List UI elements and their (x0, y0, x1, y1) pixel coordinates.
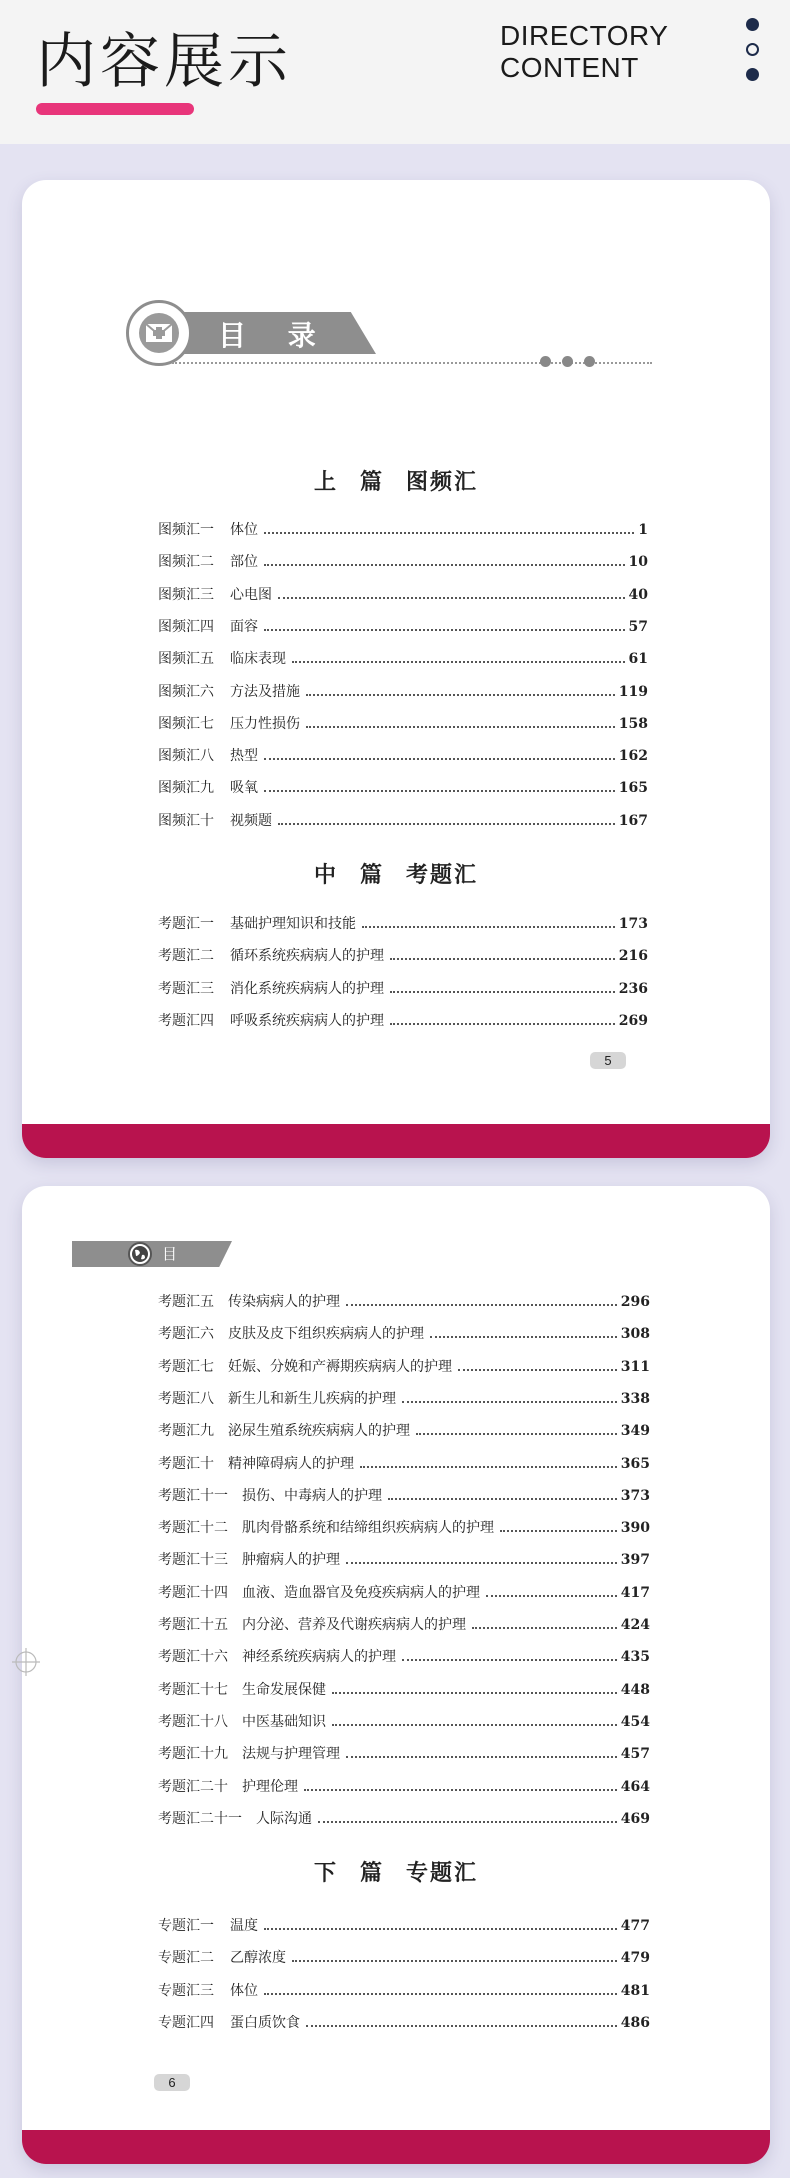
toc-entry-page: 1 (638, 522, 648, 538)
toc-entry-title: 温度 (230, 1918, 258, 1934)
toc-entry-title: 蛋白质饮食 (230, 2014, 300, 2031)
toc-entry-code: 考题汇八 (158, 1390, 214, 1407)
toc-entry (158, 1486, 650, 1506)
toc-entry (158, 552, 648, 572)
toc-entry-code: 图频汇三 (158, 586, 214, 603)
toc-entry-code: 图频汇七 (158, 715, 214, 732)
toc-entry (158, 1981, 650, 2001)
dot-hollow-icon (746, 43, 759, 56)
header (0, 0, 790, 144)
toc-entry-code: 考题汇二十一 (158, 1810, 242, 1827)
dot-filled-icon (746, 18, 759, 31)
title-underline (36, 103, 194, 115)
dot-leader (402, 1659, 617, 1661)
toc-entry-page: 165 (618, 780, 648, 797)
toc-entry-title: 吸氧 (230, 780, 258, 797)
toc-entry-title: 精神障碍病人的护理 (228, 1455, 354, 1472)
dot-leader (332, 1692, 617, 1694)
page-number: 6 (154, 2074, 190, 2091)
toc-entry (158, 778, 648, 798)
dot-leader (264, 1993, 617, 1995)
dot-icon (562, 356, 573, 367)
toc-entry-code: 图频汇八 (158, 748, 214, 765)
toc-entry-page: 236 (618, 980, 648, 997)
dot-leader (306, 2025, 617, 2027)
toc-entry (158, 1647, 650, 1667)
toc-entry (158, 746, 648, 766)
toc-entry-code: 考题汇二十 (158, 1778, 228, 1795)
toc-entry-page: 397 (620, 1552, 650, 1569)
toc-entry-title: 生命发展保健 (242, 1681, 326, 1698)
dot-leader (292, 1960, 617, 1962)
envelope-icon (126, 300, 192, 366)
toc-entry (158, 979, 648, 999)
toc-entry-title: 临床表现 (230, 651, 286, 668)
dot-leader (346, 1304, 617, 1306)
toc-entry-title: 人际沟通 (256, 1810, 312, 1827)
toc-entry-page: 173 (618, 916, 648, 932)
toc-entry-code: 考题汇七 (158, 1358, 214, 1375)
english-subtitle-line1: DIRECTORY (500, 20, 669, 51)
toc-entry-title: 妊娠、分娩和产褥期疾病病人的护理 (228, 1358, 452, 1375)
toc-entry (158, 2013, 650, 2033)
toc-entry-code: 图频汇九 (158, 780, 214, 797)
toc-entry (158, 1421, 650, 1441)
toc-entry (158, 1324, 650, 1344)
page-bottom-bar (22, 1124, 770, 1158)
toc-entry-page: 119 (618, 683, 648, 700)
toc-entry-code: 图频汇十 (158, 812, 214, 829)
toc-entry-title: 新生儿和新生儿疾病的护理 (228, 1390, 396, 1407)
toc-entry (158, 811, 648, 831)
crosshair-icon (12, 1648, 40, 1676)
toc-entry-page: 10 (628, 554, 648, 571)
toc-entry-title: 面容 (230, 618, 258, 635)
dot-leader (278, 823, 615, 825)
dot-leader (390, 1023, 615, 1025)
toc-entry-page: 162 (618, 748, 648, 765)
toc-entry (158, 1777, 650, 1797)
book-page-5 (22, 180, 770, 1158)
page-title: 内容展示 (36, 27, 292, 97)
dot-leader (304, 1789, 617, 1791)
toc-entry-code: 考题汇五 (158, 1294, 214, 1310)
toc-entry-page: 464 (620, 1778, 650, 1795)
toc-entry-title: 体位 (230, 1982, 258, 1999)
toc-entry (158, 1583, 650, 1603)
dot-leader (264, 790, 615, 792)
dot-leader (264, 629, 625, 631)
toc-entry-code: 考题汇二 (158, 948, 214, 965)
toc-entry-code: 考题汇十七 (158, 1681, 228, 1698)
toc-entry-page: 481 (620, 1982, 650, 1999)
toc-entry-title: 压力性损伤 (230, 715, 300, 732)
dot-leader (416, 1433, 617, 1435)
toc-entry-title: 泌尿生殖系统疾病病人的护理 (228, 1423, 410, 1440)
banner-dots (540, 356, 650, 368)
toc-entry-title: 视频题 (230, 812, 272, 829)
toc-entry-code: 考题汇十八 (158, 1713, 228, 1730)
toc-entry-code: 图频汇六 (158, 683, 214, 700)
toc-entry-page: 486 (620, 2014, 650, 2031)
dot-leader (264, 758, 615, 760)
toc-entry-title: 热型 (230, 748, 258, 765)
toc-entry-code: 专题汇三 (158, 1982, 214, 1999)
toc-entry (158, 585, 648, 605)
toc-entry-page: 61 (628, 651, 648, 668)
toc-entry (158, 649, 648, 669)
toc-entry-title: 肌肉骨骼系统和结缔组织疾病病人的护理 (242, 1520, 494, 1537)
english-subtitle-line2: CONTENT (500, 52, 639, 83)
toc-entry (158, 1916, 650, 1936)
toc-entry (158, 1615, 650, 1635)
toc-entry (158, 1292, 650, 1312)
toc-entry-code: 考题汇十五 (158, 1617, 228, 1633)
toc-entry-page: 448 (620, 1681, 650, 1698)
toc-entry-code: 考题汇十 (158, 1455, 214, 1472)
toc-entry-page: 216 (618, 948, 648, 965)
toc-entry (158, 617, 648, 637)
dot-leader (472, 1627, 617, 1629)
toc-entry-code: 图频汇五 (158, 651, 214, 668)
toc-entry-code: 考题汇三 (158, 980, 214, 997)
toc-entry (158, 1712, 650, 1732)
dot-leader (346, 1756, 617, 1758)
toc-entry (158, 1357, 650, 1377)
dot-leader (390, 958, 615, 960)
dot-leader (306, 694, 615, 696)
toc-entry (158, 1389, 650, 1409)
tab-label: 目 录 (162, 1245, 192, 1284)
dot-leader (264, 1928, 617, 1930)
toc-entry-code: 考题汇十三 (158, 1552, 228, 1569)
toc-entry-code: 考题汇六 (158, 1326, 214, 1343)
toc-entry-title: 传染病病人的护理 (228, 1294, 340, 1310)
toc-entry (158, 1744, 650, 1764)
toc-tab (72, 1241, 232, 1284)
toc-entry-page: 469 (620, 1810, 650, 1827)
toc-entry-code: 专题汇四 (158, 2014, 214, 2031)
dot-leader (500, 1530, 617, 1532)
dot-leader (346, 1562, 617, 1564)
toc-entry-title: 呼吸系统疾病病人的护理 (230, 1012, 384, 1029)
toc-entry-title: 体位 (230, 522, 258, 538)
toc-entry-code: 图频汇四 (158, 618, 214, 635)
toc-entry-code: 考题汇十六 (158, 1649, 228, 1666)
dot-leader (306, 726, 615, 728)
toc-entry (158, 714, 648, 734)
toc-entry (158, 1011, 648, 1031)
toc-entry-page: 454 (620, 1713, 650, 1730)
toc-entry-title: 护理伦理 (242, 1778, 298, 1795)
toc-entry-code: 考题汇十四 (158, 1584, 228, 1601)
toc-entry-code: 考题汇十一 (158, 1487, 228, 1504)
dot-leader (292, 661, 625, 663)
toc-entry-code: 专题汇一 (158, 1918, 214, 1934)
toc-entry-page: 311 (620, 1358, 650, 1375)
toc-entry-title: 乙醇浓度 (230, 1950, 286, 1967)
toc-entry (158, 1550, 650, 1570)
toc-entry-title: 方法及措施 (230, 683, 300, 700)
section-title-lower: 下 篇 专题汇 (313, 1860, 479, 1886)
toc-entry-page: 158 (618, 715, 648, 732)
section-title-middle: 中 篇 考题汇 (313, 862, 479, 888)
toc-entry-title: 部位 (230, 554, 258, 571)
toc-entry-page: 167 (618, 812, 648, 829)
toc-entry (158, 1518, 650, 1538)
dot-leader (486, 1595, 617, 1597)
dot-leader (360, 1466, 617, 1468)
toc-entry-code: 图频汇二 (158, 554, 214, 571)
toc-entry-code: 考题汇十九 (158, 1746, 228, 1763)
toc-entry-page: 424 (620, 1617, 650, 1633)
toc-entry-title: 基础护理知识和技能 (230, 916, 356, 932)
toc-entry-code: 考题汇一 (158, 916, 214, 932)
toc-entry-title: 循环系统疾病病人的护理 (230, 948, 384, 965)
dot-leader (332, 1724, 617, 1726)
toc-entry-code: 图频汇一 (158, 522, 214, 538)
dot-leader (430, 1336, 617, 1338)
toc-entry-title: 损伤、中毒病人的护理 (242, 1487, 382, 1504)
dot-leader (458, 1369, 617, 1371)
globe-icon (128, 1242, 152, 1266)
dot-leader (390, 991, 615, 993)
toc-entry-page: 269 (618, 1012, 648, 1029)
toc-entry-page: 390 (620, 1520, 650, 1537)
toc-entry-page: 373 (620, 1487, 650, 1504)
toc-entry-page: 57 (628, 618, 648, 635)
page-bottom-bar (22, 2130, 770, 2164)
toc-entry (158, 1948, 650, 1968)
toc-entry-title: 中医基础知识 (242, 1713, 326, 1730)
dot-leader (402, 1401, 617, 1403)
toc-entry-page: 365 (620, 1455, 650, 1472)
english-subtitle (500, 20, 668, 84)
toc-entry-title: 内分泌、营养及代谢疾病病人的护理 (242, 1617, 466, 1633)
dot-filled-icon (746, 68, 759, 81)
dot-leader (278, 597, 625, 599)
toc-entry-page: 479 (620, 1950, 650, 1967)
toc-entry (158, 1680, 650, 1700)
toc-banner (126, 300, 376, 370)
toc-entry-title: 法规与护理管理 (242, 1746, 340, 1763)
toc-entry-page: 338 (620, 1390, 650, 1407)
dot-icon (540, 356, 551, 367)
toc-entry-title: 肿瘤病人的护理 (242, 1552, 340, 1569)
dot-leader (318, 1821, 617, 1823)
toc-entry (158, 682, 648, 702)
page-number: 5 (590, 1052, 626, 1069)
book-page-6 (22, 1186, 770, 2164)
toc-entry-title: 心电图 (230, 586, 272, 603)
toc-entry-title: 消化系统疾病病人的护理 (230, 980, 384, 997)
toc-entry-code: 专题汇二 (158, 1950, 214, 1967)
section-title-upper: 上 篇 图频汇 (313, 469, 479, 495)
toc-entry-page: 349 (620, 1423, 650, 1440)
toc-entry-title: 神经系统疾病病人的护理 (242, 1649, 396, 1666)
toc-entry-title: 皮肤及皮下组织疾病病人的护理 (228, 1326, 424, 1343)
toc-entry-code: 考题汇九 (158, 1423, 214, 1440)
toc-entry (158, 1454, 650, 1474)
dot-icon (584, 356, 595, 367)
dot-leader (388, 1498, 617, 1500)
dot-leader (264, 532, 634, 534)
toc-entry-page: 417 (620, 1584, 650, 1601)
toc-entry (158, 946, 648, 966)
toc-entry-page: 435 (620, 1649, 650, 1666)
toc-entry-page: 308 (620, 1326, 650, 1343)
toc-entry-page: 457 (620, 1746, 650, 1763)
banner-label: 目 录 (218, 319, 332, 352)
toc-entry-page: 296 (620, 1294, 650, 1310)
toc-entry (158, 520, 648, 540)
toc-entry-title: 血液、造血器官及免疫疾病病人的护理 (242, 1584, 480, 1601)
toc-entry (158, 914, 648, 934)
dot-leader (362, 926, 615, 928)
toc-entry-code: 考题汇十二 (158, 1520, 228, 1537)
toc-entry-page: 40 (628, 586, 648, 603)
toc-entry-page: 477 (620, 1918, 650, 1934)
dot-leader (264, 564, 625, 566)
toc-entry-code: 考题汇四 (158, 1012, 214, 1029)
toc-entry (158, 1809, 650, 1829)
